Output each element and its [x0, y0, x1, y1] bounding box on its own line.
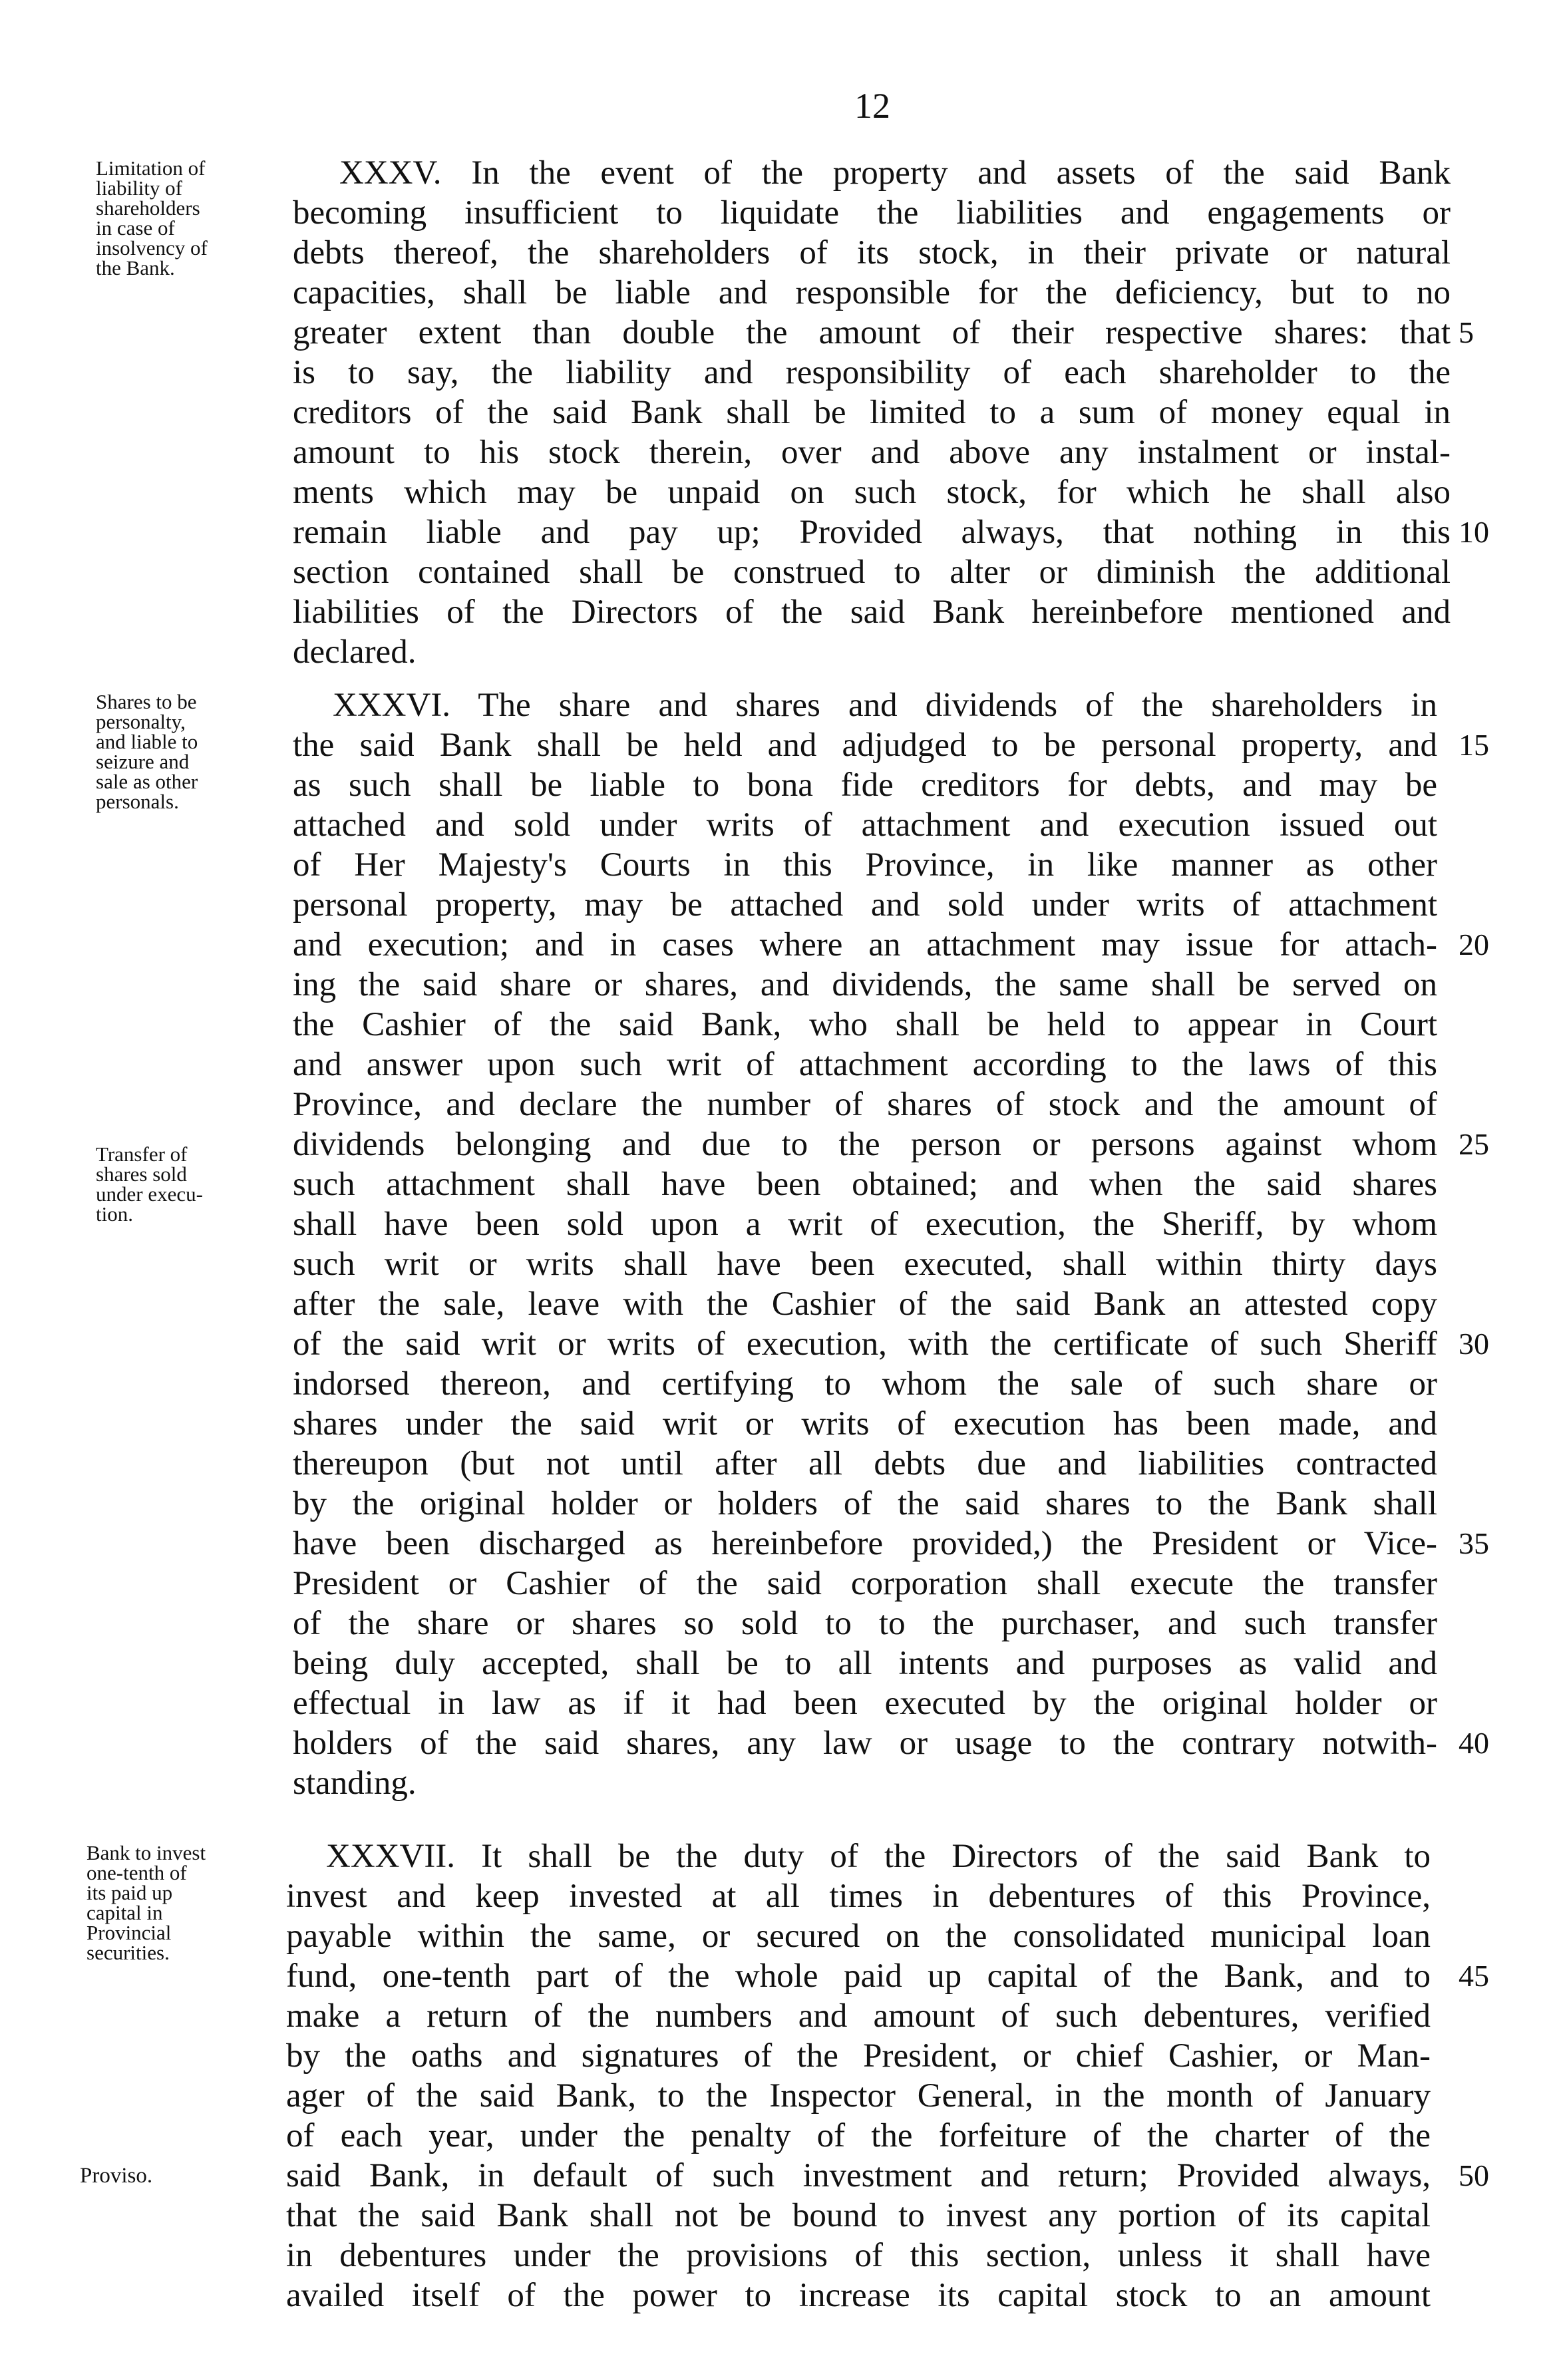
text-line: section contained shall be construed to alter or diminish the additional — [293, 554, 1451, 591]
text-line: remain liable and pay up; Provided always, that nothing in this — [293, 514, 1451, 551]
text-line: debts thereof, the shareholders of its stock, in their private or natural — [293, 234, 1451, 271]
line-number: 5 — [1459, 315, 1474, 349]
text-line: by the original holder or holders of the said shares to the Bank shall — [293, 1485, 1437, 1522]
margin-note-limitation — [96, 158, 289, 278]
margin-note-bank-to-invest — [86, 1843, 279, 1963]
text-line: by the oaths and signatures of the President, or chief Cashier, or Man- — [286, 2037, 1431, 2075]
line-number: 50 — [1459, 2158, 1489, 2192]
text-line: creditors of the said Bank shall be limited to a sum of money equal in — [293, 394, 1451, 431]
text-line: indorsed thereon, and certifying to whom the sale of such share or — [293, 1365, 1437, 1403]
margin-note-line: securities. — [86, 1941, 170, 1964]
margin-note-line: one-tenth of — [86, 1861, 187, 1884]
margin-note-line: Transfer of — [96, 1142, 188, 1166]
text-line: as such shall be liable to bona fide creditors for debts, and may be — [293, 766, 1437, 804]
text-line: being duly accepted, shall be to all intents and purposes as valid and — [293, 1645, 1437, 1682]
line-number: 35 — [1459, 1526, 1489, 1560]
text-line: the Cashier of the said Bank, who shall be held to appear in Court — [293, 1006, 1437, 1043]
text-line: XXXVI. The share and shares and dividends of the shareholders in — [333, 687, 1437, 724]
text-line: such attachment shall have been obtained; and when the said shares — [293, 1166, 1437, 1203]
line-number: 40 — [1459, 1726, 1489, 1760]
text-line: ager of the said Bank, to the Inspector General, in the month of January — [286, 2077, 1431, 2115]
text-line: such writ or writs shall have been executed, shall within thirty days — [293, 1246, 1437, 1283]
text-line: liabilities of the Directors of the said Bank hereinbefore mentioned and — [293, 594, 1451, 631]
section-body — [293, 153, 1451, 672]
text-line: payable within the same, or secured on the consolidated municipal loan — [286, 1918, 1431, 1955]
text-line: of the said writ or writs of execution, with the certificate of such Sheriff — [293, 1325, 1437, 1363]
margin-note-line: Bank to invest — [86, 1841, 206, 1864]
margin-note-line: seizure and — [96, 750, 190, 773]
text-line: and execution; and in cases where an attachment may issue for attach- — [293, 926, 1437, 963]
text-line: dividends belonging and due to the person or persons against whom — [293, 1126, 1437, 1163]
text-line: that the said Bank shall not be bound to invest any portion of its capital — [286, 2197, 1431, 2234]
margin-note-line: under execu- — [96, 1182, 203, 1206]
section-body — [293, 685, 1437, 1803]
margin-note-line: Provincial — [86, 1921, 172, 1944]
text-line: holders of the said shares, any law or usage to the contrary notwith- — [293, 1725, 1437, 1762]
text-line: invest and keep invested at all times in debentures of this Province, — [286, 1878, 1431, 1915]
line-number: 45 — [1459, 1959, 1489, 1993]
margin-note-line: Proviso. — [80, 2164, 153, 2188]
text-line: in debentures under the provisions of this section, unless it shall have — [286, 2237, 1431, 2274]
margin-note-transfer-of-shares — [96, 1144, 289, 1224]
line-number: 25 — [1459, 1127, 1489, 1161]
text-line: is to say, the liability and responsibility of each shareholder to the — [293, 354, 1451, 391]
text-line: after the sale, leave with the Cashier of the said Bank an attested copy — [293, 1285, 1437, 1323]
section-body — [286, 1836, 1431, 2315]
text-line: thereupon (but not until after all debts due and liabilities contracted — [293, 1445, 1437, 1482]
text-line: and answer upon such writ of attachment according to the laws of this — [293, 1046, 1437, 1083]
text-line: shall have been sold upon a writ of execution, the Sheriff, by whom — [293, 1206, 1437, 1243]
text-line: President or Cashier of the said corporation shall execute the transfer — [293, 1565, 1437, 1602]
text-line: the said Bank shall be held and adjudged to be personal property, and — [293, 727, 1437, 764]
margin-note-line: sale as other — [96, 770, 198, 793]
text-line: Province, and declare the number of shares of stock and the amount of — [293, 1086, 1437, 1123]
page-number: 12 — [854, 86, 890, 126]
line-number: 30 — [1459, 1327, 1489, 1361]
text-line: shares under the said writ or writs of execution has been made, and — [293, 1405, 1437, 1443]
text-line: of each year, under the penalty of the forfeiture of the charter of the — [286, 2117, 1431, 2154]
text-line: of Her Majesty's Courts in this Province, in like manner as other — [293, 846, 1437, 884]
margin-note-line: personals. — [96, 790, 179, 813]
margin-note-line: in case of — [96, 216, 175, 240]
text-line: ing the said share or shares, and dividends, the same shall be served on — [293, 966, 1437, 1003]
line-number: 10 — [1459, 515, 1489, 549]
margin-note-line: liability of — [96, 176, 183, 200]
text-line: capacities, shall be liable and responsible for the deficiency, but to no — [293, 274, 1451, 311]
margin-note-line: and liable to — [96, 730, 198, 753]
margin-note-line: tion. — [96, 1202, 133, 1226]
text-line: of the share or shares so sold to to the purchaser, and such transfer — [293, 1605, 1437, 1642]
margin-note-line: Limitation of — [96, 156, 206, 180]
text-line: standing. — [293, 1765, 417, 1802]
margin-note-line: insolvency of — [96, 236, 208, 259]
text-line: XXXVII. It shall be the duty of the Directors of the said Bank to — [326, 1838, 1431, 1875]
margin-note-line: capital in — [86, 1901, 163, 1924]
margin-note-line: shareholders — [96, 196, 200, 220]
text-line: declared. — [293, 633, 417, 671]
text-line: personal property, may be attached and sold under writs of attachment — [293, 886, 1437, 924]
text-line: greater extent than double the amount of their respective shares: that — [293, 314, 1451, 351]
text-line: amount to his stock therein, over and above any instalment or instal- — [293, 434, 1451, 471]
margin-note-proviso — [80, 2166, 273, 2186]
text-line: have been discharged as hereinbefore provided,) the President or Vice- — [293, 1525, 1437, 1562]
text-line: fund, one-tenth part of the whole paid up capital of the Bank, and to — [286, 1957, 1431, 1995]
text-line: effectual in law as if it had been executed by the original holder or — [293, 1685, 1437, 1722]
text-line: attached and sold under writs of attachment and execution issued out — [293, 806, 1437, 844]
line-number: 20 — [1459, 928, 1489, 961]
text-line: becoming insufficient to liquidate the liabilities and engagements or — [293, 194, 1451, 232]
text-line: make a return of the numbers and amount of such debentures, verified — [286, 1997, 1431, 2035]
margin-note-line: the Bank. — [96, 256, 175, 279]
text-line: ments which may be unpaid on such stock, for which he shall also — [293, 474, 1451, 511]
margin-note-line: Shares to be — [96, 690, 197, 713]
text-line: XXXV. In the event of the property and assets of the said Bank — [339, 154, 1451, 192]
line-number: 15 — [1459, 728, 1489, 762]
margin-note-line: shares sold — [96, 1162, 187, 1186]
text-line: said Bank, in default of such investment and return; Provided always, — [286, 2157, 1431, 2194]
text-line: availed itself of the power to increase its capital stock to an amount — [286, 2277, 1431, 2314]
margin-note-line: its paid up — [86, 1881, 173, 1904]
margin-note-shares-personalty — [96, 692, 289, 812]
margin-note-line: personalty, — [96, 710, 186, 733]
